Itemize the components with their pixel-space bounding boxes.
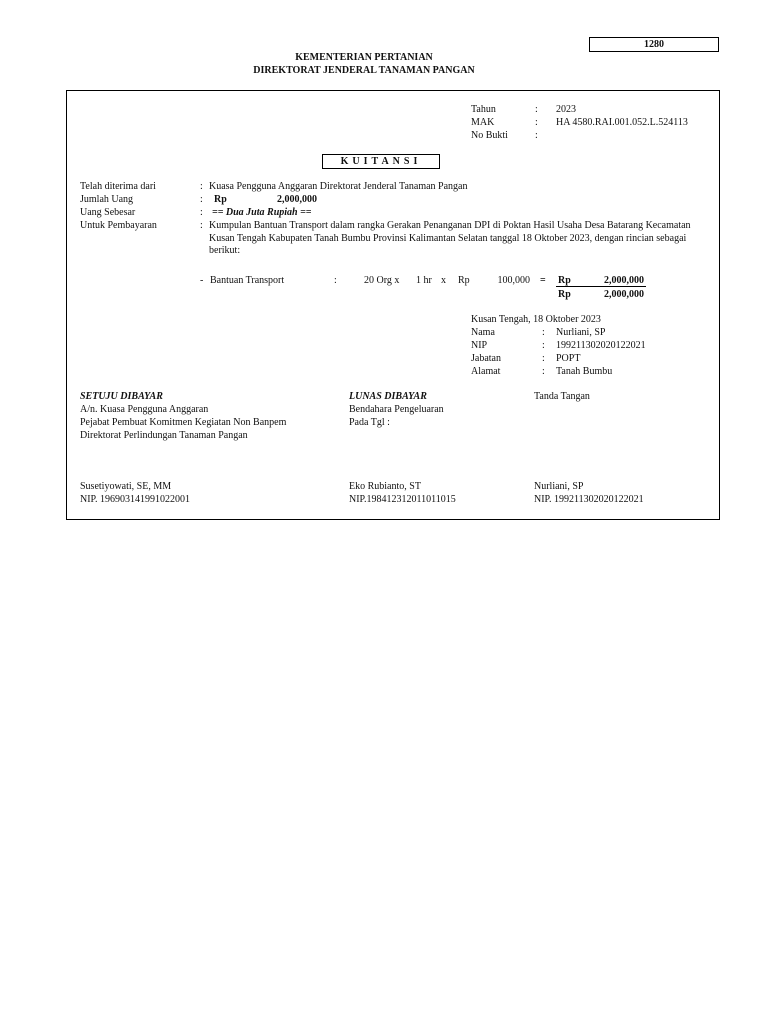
nip-value: 199211302020122021	[556, 340, 646, 351]
detail-unit-price: 100,000	[497, 275, 530, 286]
alamat-label: Alamat	[471, 366, 501, 377]
lunas-line1: Bendahara Pengeluaran	[349, 404, 444, 415]
detail-line-total: 2,000,000	[604, 275, 644, 286]
total-underline	[556, 286, 646, 287]
jumlah-label: Jumlah Uang	[80, 194, 134, 205]
pembayaran-label: Untuk Pembayaran	[80, 220, 157, 231]
detail-dash: -	[200, 275, 204, 286]
sebesar-label: Uang Sebesar	[80, 207, 136, 218]
diterima-value: Kuasa Pengguna Anggaran Direktorat Jenderal Tanaman Pangan	[209, 181, 468, 192]
diterima-label: Telah diterima dari	[80, 181, 156, 192]
tahun-colon: :	[535, 104, 538, 115]
alamat-colon: :	[542, 366, 545, 377]
no-bukti-colon: :	[535, 130, 538, 141]
nama-value: Nurliani, SP	[556, 327, 606, 338]
total-amount: 2,000,000	[604, 289, 644, 300]
setuju-line1: A/n. Kuasa Pengguna Anggaran	[80, 404, 209, 415]
setuju-signer-name: Susetiyowati, SE, MM	[80, 481, 172, 492]
no-bukti-label: No Bukti	[471, 130, 508, 141]
mak-colon: :	[535, 117, 538, 128]
detail-days: 1 hr	[416, 275, 432, 286]
nip-colon: :	[542, 340, 545, 351]
nama-label: Nama	[471, 327, 495, 338]
jumlah-currency: Rp	[214, 194, 227, 205]
pembayaran-colon: :	[200, 220, 203, 231]
directorate-title: DIREKTORAT JENDERAL TANAMAN PANGAN	[253, 65, 475, 76]
detail-times: x	[441, 275, 446, 286]
setuju-signer-nip: NIP. 196903141991022001	[80, 494, 191, 505]
pembayaran-description: Kumpulan Bantuan Transport dalam rangka Gerakan Penanganan DPI di Poktan Hasil Usaha Desa Batarang Kecamatan Kusan Tengah Kabupaten Tanah Bumbu Provinsi Kalimantan Selatan tanggal 18 Oktober 2023, dengan rincian sebagai berikut:	[209, 220, 691, 256]
sebesar-colon: :	[200, 207, 203, 218]
tahun-label: Tahun	[471, 104, 496, 115]
recipient-signer-name: Nurliani, SP	[534, 481, 584, 492]
detail-line-currency: Rp	[558, 275, 571, 286]
sebesar-value: == Dua Juta Rupiah ==	[212, 207, 312, 218]
jabatan-value: POPT	[556, 353, 581, 364]
tanda-tangan-label: Tanda Tangan	[534, 391, 590, 402]
lunas-signer-name: Eko Rubianto, ST	[349, 481, 421, 492]
kuitansi-title: KUITANSI	[322, 154, 440, 169]
detail-currency: Rp	[458, 275, 470, 286]
lunas-line2: Pada Tgl :	[349, 417, 390, 428]
alamat-value: Tanah Bumbu	[556, 366, 613, 377]
place-date: Kusan Tengah, 18 Oktober 2023	[471, 314, 601, 325]
setuju-title: SETUJU DIBAYAR	[80, 391, 163, 402]
diterima-colon: :	[200, 181, 203, 192]
tahun-value: 2023	[556, 104, 576, 115]
mak-value: HA 4580.RAI.001.052.L.524113	[556, 117, 688, 128]
total-currency: Rp	[558, 289, 571, 300]
jabatan-label: Jabatan	[471, 353, 501, 364]
lunas-title: LUNAS DIBAYAR	[349, 391, 427, 402]
document-number-box: 1280	[589, 37, 719, 52]
setuju-line3: Direktorat Perlindungan Tanaman Pangan	[80, 430, 248, 441]
lunas-signer-nip: NIP.198412312011011015	[349, 494, 456, 505]
nama-colon: :	[542, 327, 545, 338]
nip-label: NIP	[471, 340, 488, 351]
recipient-signer-nip: NIP. 199211302020122021	[534, 494, 644, 505]
jumlah-colon: :	[200, 194, 203, 205]
jabatan-colon: :	[542, 353, 545, 364]
detail-qty: 20 Org x	[364, 275, 400, 286]
detail-equals: =	[540, 275, 546, 286]
mak-label: MAK	[471, 117, 495, 128]
jumlah-value: 2,000,000	[277, 194, 317, 205]
setuju-line2: Pejabat Pembuat Komitmen Kegiatan Non Banpem	[80, 417, 287, 428]
detail-colon: :	[334, 275, 337, 286]
ministry-title: KEMENTERIAN PERTANIAN	[295, 52, 433, 63]
detail-item: Bantuan Transport	[210, 275, 285, 286]
